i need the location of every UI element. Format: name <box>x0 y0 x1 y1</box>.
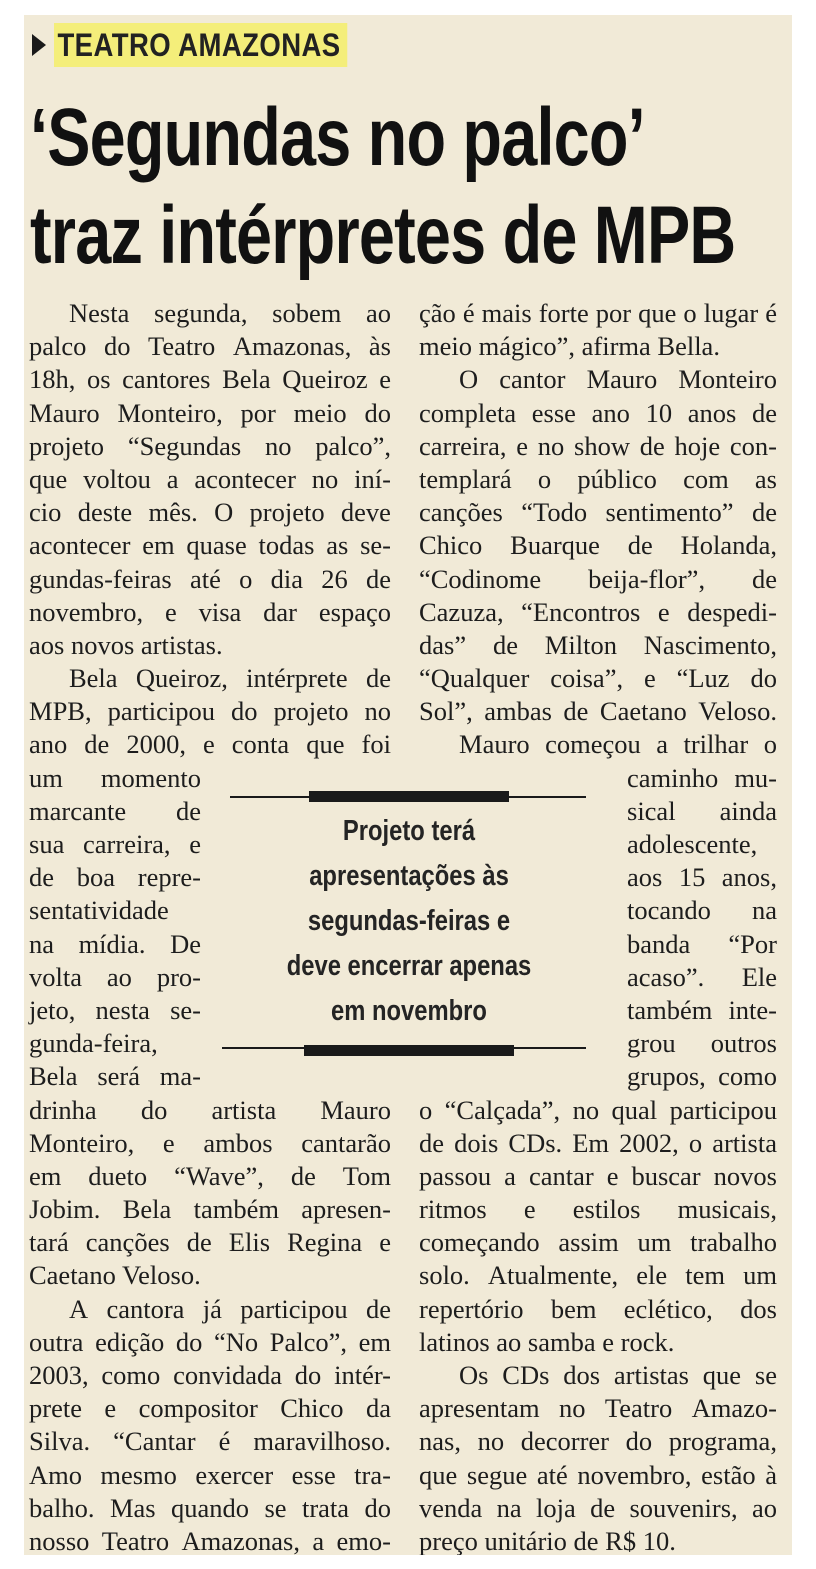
text-line: ção é mais forte por que o lugar é <box>419 298 777 328</box>
text-line: “Qualquer coisa”, e “Luz do <box>419 663 777 694</box>
text-line: que voltou a acontecer no iní- <box>29 463 391 494</box>
text-line: Silva. “Cantar é maravilhoso. <box>29 1426 391 1457</box>
pullquote-line-4: deve encerrar apenas <box>286 950 532 982</box>
text-line: um momento <box>29 762 201 793</box>
text-line: O cantor Mauro Monteiro <box>459 364 777 395</box>
text-line: 18h, os cantores Bela Queiroz e <box>29 364 391 395</box>
text-line: Jobim. Bela também apresen- <box>29 1194 391 1225</box>
text-line: caminho mu- <box>627 762 777 793</box>
newspaper-clipping <box>24 15 792 1555</box>
text-line: Mauro Monteiro, por meio do <box>29 397 391 428</box>
text-line: drinha do artista Mauro <box>29 1094 391 1125</box>
pullquote-line-1: Projeto terá <box>342 815 476 847</box>
text-line: ano de 2000, e conta que foi <box>29 729 391 760</box>
text-line: Caetano Veloso. <box>29 1260 201 1291</box>
text-line: grou outros <box>627 1028 777 1059</box>
headline <box>30 89 792 285</box>
headline-line-2: traz intérpretes de MPB <box>30 190 736 281</box>
text-line: tocando na <box>627 895 777 926</box>
text-line: nas, no decorrer do programa, <box>419 1426 777 1457</box>
text-line: sua carreira, e <box>29 829 201 859</box>
text-line: adolescente, <box>627 829 758 859</box>
text-line: que segue até novembro, estão à <box>419 1459 777 1490</box>
text-line: aos novos artistas. <box>29 629 223 660</box>
text-line: venda na loja de souvenirs, ao <box>419 1492 777 1523</box>
text-line: novembro, e visa dar espaço <box>29 596 391 627</box>
text-line: MPB, participou do projeto no <box>29 696 391 727</box>
text-line: palco do Teatro Amazonas, às <box>29 331 391 362</box>
text-line: sentatividade <box>29 895 169 926</box>
text-line: gundas-feiras até o dia 26 de <box>29 563 391 594</box>
text-line: volta ao pro- <box>29 961 201 992</box>
text-line: aos 15 anos, <box>627 862 777 893</box>
text-line: canções “Todo sentimento” de <box>419 497 777 528</box>
text-line: Monteiro, e ambos cantarão <box>29 1127 391 1158</box>
text-line: acontecer em quase todas as se- <box>29 530 391 561</box>
text-line: outra edição do “No Palco”, em <box>29 1326 391 1357</box>
text-line: jeto, nesta se- <box>29 994 201 1025</box>
text-line: grupos, como <box>627 1061 777 1092</box>
pullquote-line-3: segundas-feiras e <box>307 905 511 937</box>
text-line: preço unitário de R$ 10. <box>419 1525 676 1555</box>
headline-line-1: ‘Segundas no palco’ <box>30 92 645 183</box>
text-line: templará o público com as <box>419 463 777 494</box>
text-line: meio mágico”, afirma Bella. <box>419 331 720 362</box>
play-arrow-icon <box>32 34 46 56</box>
text-line: solo. Atualmente, ele tem um <box>419 1260 777 1291</box>
text-line: o “Calçada”, no qual participou <box>419 1094 777 1125</box>
text-line: em dueto “Wave”, de Tom <box>29 1160 391 1191</box>
text-line: das” de Milton Nascimento, <box>419 629 777 660</box>
text-line: latinos ao samba e rock. <box>419 1326 675 1357</box>
text-line: 2003, como convidada do intér- <box>29 1360 391 1390</box>
text-line: acaso”. Ele <box>627 961 777 992</box>
text-line: ritmos e estilos musicais, <box>419 1194 777 1225</box>
text-line: nosso Teatro Amazonas, a emo- <box>29 1525 391 1555</box>
text-line: de boa repre- <box>29 862 201 893</box>
text-line: passou a cantar e buscar novos <box>419 1160 777 1191</box>
text-line: carreira, e no show de hoje con- <box>419 430 777 461</box>
text-line: de dois CDs. Em 2002, o artista <box>419 1127 777 1158</box>
text-line: apresentam no Teatro Amazo- <box>419 1393 777 1424</box>
section-kicker <box>32 21 395 69</box>
text-line: Nesta segunda, sobem ao <box>69 298 391 328</box>
text-line: Cazuza, “Encontros e despedi- <box>419 596 777 627</box>
kicker-label: TEATRO AMAZONAS <box>54 23 347 67</box>
text-line: Mauro começou a trilhar o <box>459 729 777 760</box>
text-line: também inte- <box>627 994 777 1025</box>
text-line: Os CDs dos artistas que se <box>459 1360 777 1390</box>
pullquote-line-5: em novembro <box>331 995 487 1027</box>
text-line: prete e compositor Chico da <box>29 1393 391 1424</box>
text-line: Amo mesmo exercer esse tra- <box>29 1459 391 1490</box>
text-line: tará canções de Elis Regina e <box>29 1227 391 1258</box>
text-line: Sol”, ambas de Caetano Veloso. <box>419 696 777 727</box>
text-line: Chico Buarque de Holanda, <box>419 530 777 561</box>
text-line: A cantora já participou de <box>69 1293 391 1324</box>
text-line: na mídia. De <box>29 928 201 959</box>
text-line: “Codinome beija-flor”, de <box>419 563 777 594</box>
text-line: Bela será ma- <box>29 1061 201 1092</box>
text-line: começando assim um trabalho <box>419 1227 777 1258</box>
text-line: balho. Mas quando se trata do <box>29 1492 391 1523</box>
text-line: projeto “Segundas no palco”, <box>29 430 391 461</box>
text-line: sical ainda <box>627 795 777 826</box>
text-line: repertório bem eclético, dos <box>419 1293 777 1324</box>
text-line: gunda-feira, <box>29 1028 158 1059</box>
pullquote-line-2: apresentações às <box>309 860 509 892</box>
text-line: Bela Queiroz, intérprete de <box>69 663 391 694</box>
text-line: banda “Por <box>627 928 777 959</box>
text-line: completa esse ano 10 anos de <box>419 397 777 428</box>
pullquote-top-bar <box>309 791 509 802</box>
pullquote <box>224 809 594 1034</box>
text-line: cio deste mês. O projeto deve <box>29 497 391 528</box>
text-line: marcante de <box>29 795 201 826</box>
pullquote-bottom-bar <box>304 1045 514 1056</box>
